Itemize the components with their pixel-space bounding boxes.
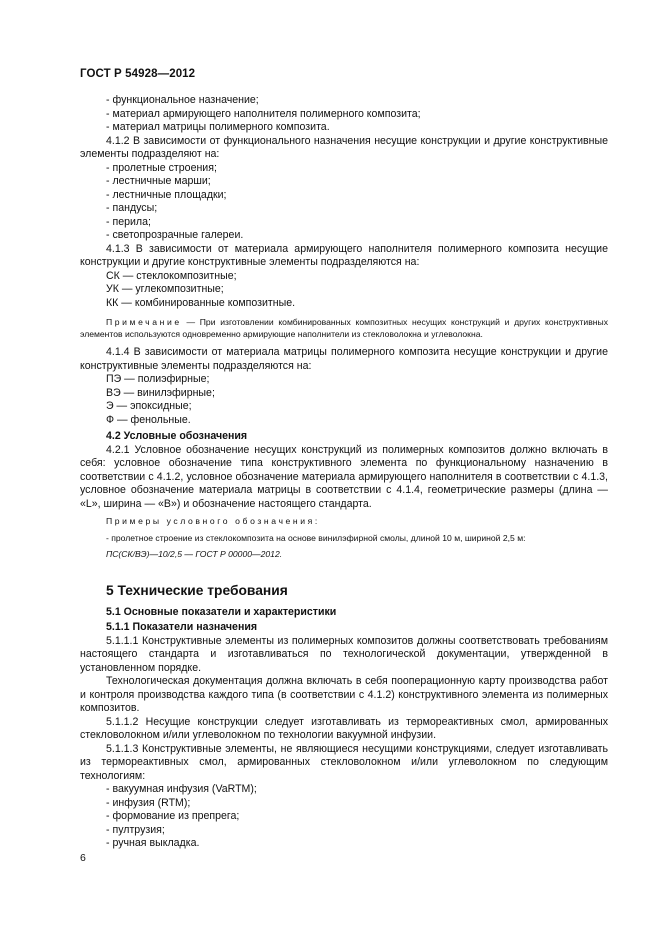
paragraph-text: Э — эпоксидные; [106,400,192,412]
paragraph-text: ВЭ — винилэфирные; [106,386,215,399]
paragraph [80,606,608,620]
paragraph-text: - пролетное строение из стеклокомпозита на основе винилэфирной смолы, длиной 10 м, шириной 2,5 м: [106,532,526,543]
paragraph-text: 5.1.1.1 Конструктивные элементы из полимерных композитов должны соответствовать требованиям настоящего стандарта и изготавливаться по технологической документации, утвержденной в установленном порядке. [80,634,608,674]
paragraph-text: - инфузия (RTM); [106,796,191,809]
paragraph [80,635,608,676]
paragraph [80,387,608,401]
paragraph-text: - функциональное назначение; [106,94,259,106]
paragraph [80,430,608,444]
paragraph-text: - лестничные площадки; [106,188,227,201]
paragraph-text: 5.1.1.3 Конструктивные элементы, не являющиеся несущими конструкциями, следует изготавливать из термореактивных смол, армированных стекловолокном и/или углеволокном по следующим технологиям: [80,742,608,782]
paragraph [80,175,608,189]
paragraph [80,216,608,230]
paragraph [80,121,608,135]
paragraph-text: КК — комбинированные композитные. [106,296,296,309]
paragraph [80,135,608,162]
paragraph-text: - перила; [106,215,151,228]
paragraph [80,783,608,797]
paragraph [80,346,608,373]
paragraph [80,810,608,824]
paragraph [80,297,608,311]
paragraph-text: 4.1.2 В зависимости от функционального назначения несущие конструкции и другие конструктивные элементы подразделяют на: [80,134,608,160]
paragraph [80,716,608,743]
paragraph [80,675,608,716]
paragraph [80,549,608,561]
paragraph [80,373,608,387]
paragraph-label: Примечание [106,317,182,327]
document-body [80,94,608,851]
paragraph-text: ПС(СК/ВЭ)—10/2,5 — ГОСТ Р 00000—2012. [106,549,283,559]
paragraph [80,621,608,635]
paragraph-text: 5.1.1.2 Несущие конструкции следует изготавливать из термореактивных смол, армированных стекловолокном и/или углеволокном по технологии вакуумной инфузии. [80,715,608,741]
paragraph-text: - пандусы; [106,202,158,214]
paragraph [80,229,608,243]
paragraph-text: 4.1.3 В зависимости от материала армирующего наполнителя полимерного композита несущие конструкции и другие конструктивные элементы подразделяются на: [80,242,608,268]
paragraph-text: Технологическая документация должна включать в себя пооперационную карту производства работ и контроля производства каждого типа (в соответствии с 4.1.2) конструктивного элемента из полимерных композитов. [80,675,608,714]
paragraph-text: 5.1 Основные показатели и характеристики [106,605,337,618]
paragraph [80,94,608,108]
paragraph [80,270,608,284]
page-number: 6 [80,852,86,864]
paragraph-text: 4.2.1 Условное обозначение несущих конструкций из полимерных композитов должно включать в себя: условное обозначение типа конструктивного элемента по функциональному назначению в соответствии с 4.1.2, условное обозначение материала армирующего наполнителя в соответствии с 4.1.3, условное обозначение материала матрицы в соответствии с 4.1.4, геометрические размеры (длина — «L», ширина — «B») и обозначение настоящего стандарта. [80,443,608,510]
paragraph-text: 5 Технические требования [106,582,288,598]
paragraph [80,743,608,784]
paragraph [80,189,608,203]
paragraph [80,533,608,545]
paragraph [80,400,608,414]
paragraph-label: Примеры условного обозначения: [106,516,320,526]
paragraph-text: - материал армирующего наполнителя полимерного композита; [106,107,421,120]
paragraph-text: 5.1.1 Показатели назначения [106,621,258,633]
paragraph-text: - ручная выкладка. [106,837,200,849]
paragraph [80,414,608,428]
paragraph [80,444,608,512]
paragraph-text: — При изготовлении комбинированных композитных несущих конструкций и других конструктивных элементов используются одновременно армирующие наполнители из стекловолокна и углеволокна. [80,317,608,339]
paragraph-text: - светопрозрачные галереи. [106,229,244,241]
paragraph [80,162,608,176]
paragraph [80,824,608,838]
paragraph [80,108,608,122]
paragraph [80,283,608,297]
paragraph-text: ПЭ — полиэфирные; [106,373,210,385]
paragraph-text: - пролетные строения; [106,161,217,174]
paragraph-text: 4.1.4 В зависимости от материала матрицы полимерного композита несущие конструкции и другие конструктивные элементы подразделяются на: [80,346,608,372]
paragraph-text: УК — углекомпозитные; [106,283,224,295]
paragraph-text: Ф — фенольные. [106,413,191,426]
paragraph-text: - пултрузия; [106,823,165,836]
paragraph [80,837,608,851]
paragraph-text: 4.2 Условные обозначения [106,430,248,442]
paragraph [80,202,608,216]
paragraph [80,583,608,599]
paragraph-text: СК — стеклокомпозитные; [106,269,237,282]
paragraph [80,317,608,340]
paragraph [80,516,608,528]
paragraph-text: - формование из препрега; [106,810,240,822]
paragraph-text: - лестничные марши; [106,175,211,187]
paragraph [80,243,608,270]
paragraph [80,797,608,811]
paragraph-text: - вакуумная инфузия (VaRTM); [106,783,257,795]
page-header: ГОСТ Р 54928—2012 [80,68,196,80]
paragraph-text: - материал матрицы полимерного композита. [106,121,330,133]
